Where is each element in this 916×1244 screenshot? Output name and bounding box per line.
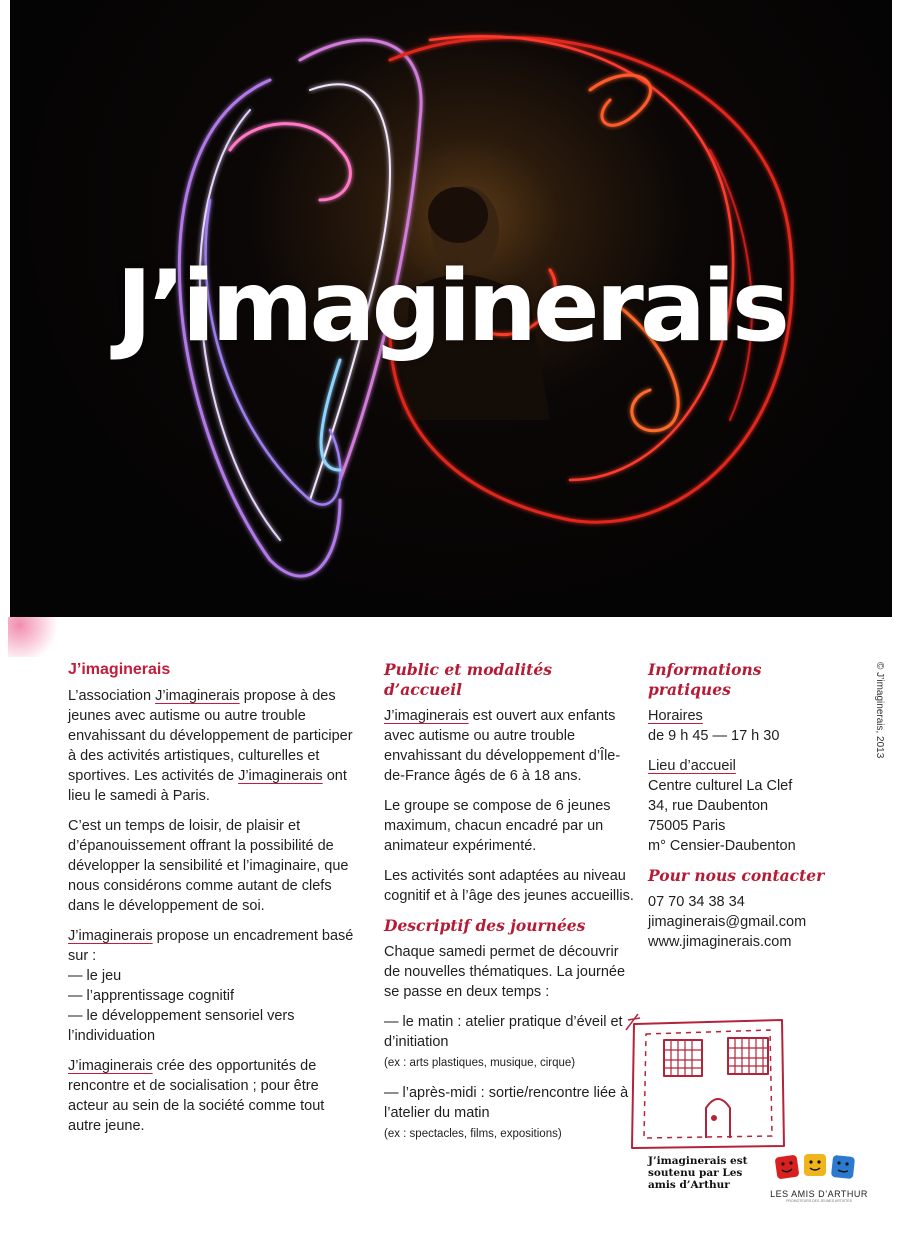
logo-text: LES AMIS D’ARTHUR: [770, 1189, 868, 1199]
public-heading: Public et modalités d’accueil: [384, 660, 552, 699]
about-heading: J’imaginerais: [68, 661, 171, 678]
list-item: — le développement sensoriel vers l’individuation: [68, 1008, 295, 1044]
column-practical: [648, 660, 848, 962]
afternoon-examples: (ex : spectacles, films, expositions): [384, 1128, 562, 1140]
practical-heading: Informations pratiques: [648, 660, 762, 699]
address-line: Centre culturel La Clef: [648, 778, 793, 794]
address-line: m° Censier-Daubenton: [648, 838, 796, 854]
days-paragraph-1: Chaque samedi permet de découvrir de nouvelles thématiques. La journée se passe en deux temps :: [384, 944, 626, 1000]
address-line: 34, rue Daubenton: [648, 798, 769, 814]
contact-block: [648, 892, 848, 952]
cover-photo: [10, 0, 892, 617]
faces-icon: [764, 1150, 874, 1184]
public-paragraph-1: J’imaginerais est ouvert aux enfants avec autisme ou autre trouble envahissant du développement d’Île-de-France âgés de 6 à 18 ans.: [384, 708, 621, 784]
org-name-link: J’imaginerais: [238, 768, 323, 784]
email-address[interactable]: jimaginerais@gmail.com: [648, 914, 807, 930]
house-drawing: [618, 1010, 794, 1152]
days-morning: — le matin : atelier pratique d’éveil et d’initiation (ex : arts plastiques, musique, cirque): [384, 1014, 623, 1069]
org-name-link: J’imaginerais: [68, 928, 153, 944]
list-item: — l’apprentissage cognitif: [68, 988, 235, 1004]
about-paragraph-3: J’imaginerais propose un encadrement basé sur :: [68, 928, 354, 964]
place-label: Lieu d’accueil: [648, 758, 736, 774]
about-paragraph-1: L’association J’imaginerais propose à des jeunes avec autisme ou autre trouble envahissant du développement de participer à des activités artistiques, culturelles et sportives. Les activités de J’imaginerais ont lieu le samedi à Paris.: [68, 688, 353, 804]
phone-number[interactable]: 07 70 34 38 34: [648, 894, 745, 910]
public-paragraph-3: Les activités sont adaptées au niveau cognitif et à l’âge des jeunes accueillis.: [384, 868, 634, 904]
days-afternoon: — l’après-midi : sortie/rencontre liée à l’atelier du matin (ex : spectacles, films, expositions): [384, 1085, 629, 1140]
contact-heading: Pour nous contacter: [648, 866, 825, 885]
approach-list: [68, 966, 358, 1046]
about-paragraph-2: C’est un temps de loisir, de plaisir et d’épanouissement offrant la possibilité de développer la sensibilité et l’imaginaire, que nous considérons comme autant de clefs dans le développement de soi.: [68, 818, 349, 914]
hours-block: [648, 706, 848, 746]
place-block: [648, 756, 848, 856]
support-note: J’imaginerais est soutenu par Les amis d’Arthur: [648, 1155, 748, 1191]
hours-label: Horaires: [648, 708, 703, 724]
days-heading: Descriptif des journées: [384, 916, 586, 935]
org-name-link: J’imaginerais: [155, 688, 240, 704]
cover-title: J’imaginerais: [116, 250, 786, 364]
copyright-notice: © J’imaginerais, 2013: [874, 662, 885, 759]
column-public: [384, 660, 634, 1154]
website-link[interactable]: www.jimaginerais.com: [648, 934, 792, 950]
column-about: [68, 660, 358, 1146]
les-amis-darthur-logo: [764, 1150, 874, 1203]
corner-accent: [8, 617, 64, 657]
hours-value: de 9 h 45 — 17 h 30: [648, 728, 780, 744]
org-name-link: J’imaginerais: [68, 1058, 153, 1074]
morning-examples: (ex : arts plastiques, musique, cirque): [384, 1057, 576, 1069]
list-item: — le jeu: [68, 968, 122, 984]
org-name-link: J’imaginerais: [384, 708, 469, 724]
logo-subtitle: PROMOTEURS DES JEUNES ARTISTES: [786, 1199, 852, 1203]
about-paragraph-4: J’imaginerais crée des opportunités de rencontre et de socialisation ; pour être acteur au sein de la société comme tout autre jeune.: [68, 1058, 325, 1134]
address-line: 75005 Paris: [648, 818, 726, 834]
public-paragraph-2: Le groupe se compose de 6 jeunes maximum, chacun encadré par un animateur expérimenté.: [384, 798, 611, 854]
